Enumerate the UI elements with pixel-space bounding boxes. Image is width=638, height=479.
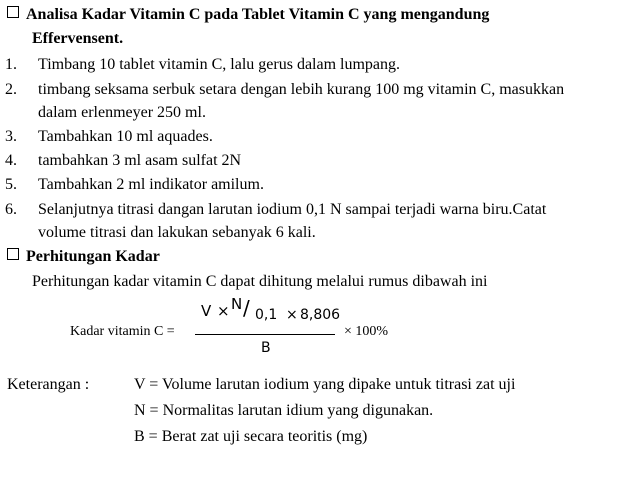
step-number: 1. [5,56,17,73]
formula-0-1: 0,1 [255,307,278,323]
formula-8806: 8,806 [300,307,341,323]
step-text: Selanjutnya titrasi dangan larutan iodium 0,1 N sampai terjadi warna biru.Catat [38,201,547,218]
step-number: 5. [5,176,17,193]
keterangan-line: V = Volume larutan iodium yang dipake untuk titrasi zat uji [134,376,516,393]
formula-times: × [217,302,230,320]
step-text-continued: volume titrasi dan lakukan sebanyak 6 kali. [38,224,316,241]
keterangan-label: Keterangan : [7,376,90,393]
section-title-line2: Effervensent. [32,30,124,47]
checkbox-bullet-icon [7,6,19,18]
section-heading-perhitungan [7,248,160,266]
formula-slash: / [243,296,250,320]
formula-n: N [231,295,243,313]
step-number: 6. [5,201,17,218]
step-text: Tambahkan 10 ml aquades. [38,128,213,145]
section-heading-analisa [7,6,489,24]
keterangan-line: B = Berat zat uji secara teoritis (mg) [134,428,368,445]
step-number: 4. [5,152,17,169]
step-text-continued: dalam erlenmeyer 250 ml. [38,104,206,121]
formula-multiplier: × 100% [344,324,389,339]
formula-denominator: B [261,340,271,356]
step-number: 3. [5,128,17,145]
section-title-line1: Analisa Kadar Vitamin C pada Tablet Vitamin C yang mengandung [26,6,490,23]
formula-v: V [201,302,212,320]
step-text: tambahkan 3 ml asam sulfat 2N [38,152,242,169]
step-number: 2. [5,81,17,98]
section2-title: Perhitungan Kadar [26,248,160,265]
step-text: timbang seksama serbuk setara dengan lebih kurang 100 mg vitamin C, masukkan [38,81,565,98]
fraction-bar [195,334,335,335]
checkbox-bullet-icon [7,248,19,260]
section2-intro: Perhitungan kadar vitamin C dapat dihitung melalui rumus dibawah ini [32,273,488,290]
step-text: Timbang 10 tablet vitamin C, lalu gerus dalam lumpang. [38,56,401,73]
step-text: Tambahkan 2 ml indikator amilum. [38,176,264,193]
formula-label: Kadar vitamin C = [70,324,175,339]
formula-times-2: × [286,307,298,323]
keterangan-line: N = Normalitas larutan idium yang digunakan. [134,402,434,419]
